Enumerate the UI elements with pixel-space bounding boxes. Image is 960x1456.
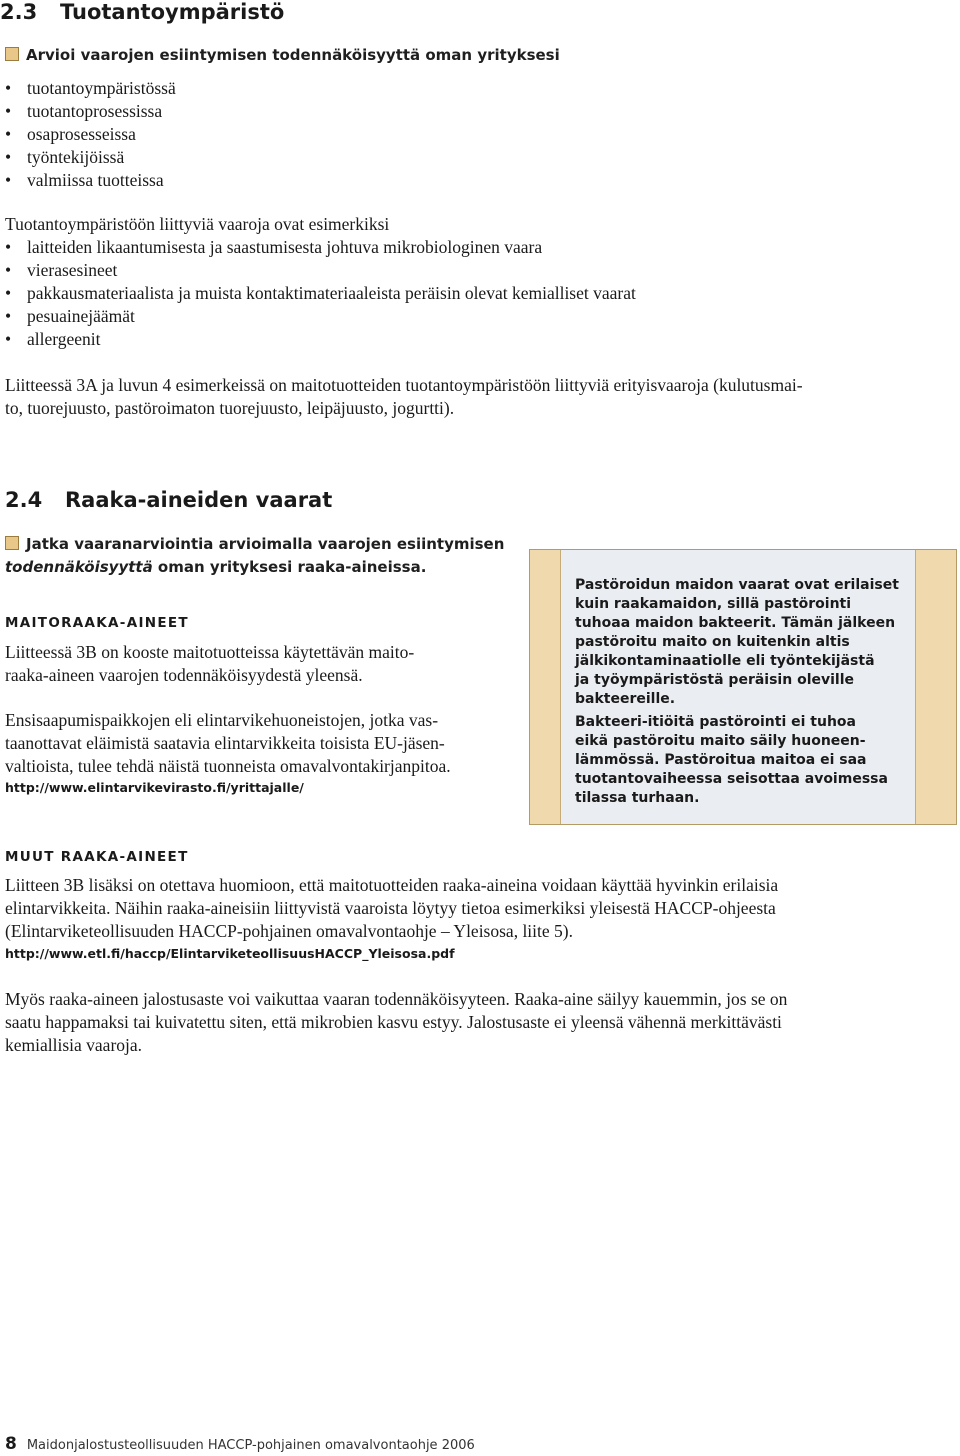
- milk-line-2: raaka-aineen vaarojen todennäköisyydestä yleensä.: [5, 665, 363, 685]
- section-heading-2-3: [0, 0, 284, 24]
- sidebox-left-band: [530, 550, 561, 824]
- section-number: 2.3: [0, 0, 38, 24]
- bullet-icon: •: [5, 306, 12, 326]
- final-line-3: kemiallisia vaaroja.: [5, 1035, 143, 1055]
- bullet-icon: •: [5, 124, 12, 144]
- list-item: • pakkausmateriaalista ja muista kontaktimateriaaleista peräisin olevat kemialliset vaarat: [5, 283, 636, 303]
- entry-line-2: taanottavat eläimistä saatavia elintarvikkeita toisista EU-jäsen-: [5, 733, 445, 753]
- bullet-icon: •: [5, 260, 12, 280]
- instruction-text: Arvioi vaarojen esiintymisen todennäköisyyttä oman yrityksesi: [26, 46, 560, 64]
- list-item: • työntekijöissä: [5, 147, 125, 167]
- milk-line-1: Liitteessä 3B on kooste maitotuotteissa käytettävän maito-: [5, 642, 415, 662]
- entry-line-3: valtioista, tulee tehdä näistä tuonneista omavalvontakirjanpitoa.: [5, 756, 451, 776]
- intro-text: Tuotantoympäristöön liittyviä vaaroja ovat esimerkiksi: [5, 214, 390, 234]
- bullet-icon: •: [5, 147, 12, 167]
- section-title: Tuotantoympäristö: [60, 0, 285, 24]
- link-elintarvikevirasto[interactable]: http://www.elintarvikevirasto.fi/yrittajalle/: [5, 780, 304, 795]
- bullet-icon: •: [5, 170, 12, 190]
- list-item: • osaprosesseissa: [5, 124, 136, 144]
- list-item: • tuotantoprosessissa: [5, 101, 163, 121]
- section-number: 2.4: [5, 488, 43, 512]
- bullet-list-hazards: [5, 236, 636, 351]
- bullet-icon: •: [5, 283, 12, 303]
- bullet-icon: •: [5, 237, 12, 257]
- appendix-3a-line-1: Liitteessä 3A ja luvun 4 esimerkeissä on maitotuotteiden tuotantoympäristöön liittyviä erityisvaaroja (kulutusmai-: [5, 375, 803, 395]
- bullet-icon: •: [5, 329, 12, 349]
- final-line-1: Myös raaka-aineen jalostusaste voi vaikuttaa vaaran todennäköisyyteen. Raaka-aine säilyy kauemmin, jos se on: [5, 989, 788, 1009]
- square-bullet-icon: [5, 47, 19, 61]
- list-item: • pesuainejäämät: [5, 306, 135, 326]
- list-item: • valmiissa tuotteissa: [5, 170, 164, 190]
- square-bullet-icon: [5, 536, 19, 550]
- instruction-2-4-line-2: todennäköisyyttä oman yrityksesi raaka-aineissa.: [5, 558, 427, 576]
- bullet-icon: •: [5, 101, 12, 121]
- footer-title: Maidonjalostusteollisuuden HACCP-pohjainen omavalvontaohje 2006: [26, 1438, 475, 1453]
- list-item: • laitteiden likaantumisesta ja saastumisesta johtuva mikrobiologinen vaara: [5, 237, 543, 257]
- other-line-1: Liitteen 3B lisäksi on otettava huomioon, että maitotuotteiden raaka-aineina voidaan käyttää hyvinkin erilaisia: [5, 875, 779, 895]
- entry-line-1: Ensisaapumispaikkojen eli elintarvikehuoneistojen, jotka vas-: [5, 710, 439, 730]
- section-heading-2-4: [5, 488, 332, 512]
- final-line-2: saatu happamaksi tai kuivatettu siten, että mikrobien kasvu estyy. Jalostusaste ei yleensä vähennä merkittävästi: [5, 1012, 782, 1032]
- other-line-2: elintarvikkeita. Näihin raaka-aineisiin liittyvistä vaaroista löytyy tietoa esimerkiksi yleisestä HACCP-ohjeesta: [5, 898, 776, 918]
- sidebox-right-band: [915, 550, 956, 824]
- page-number: 8: [5, 1434, 17, 1454]
- instruction-2-3: [5, 44, 560, 67]
- info-sidebox: [529, 549, 957, 825]
- bullet-icon: •: [5, 78, 12, 98]
- list-item: • vierasesineet: [5, 260, 118, 280]
- other-line-3: (Elintarviketeollisuuden HACCP-pohjainen omavalvontaohje – Yleisosa, liite 5).: [5, 921, 573, 941]
- bullet-list-locations: [5, 77, 176, 192]
- section-title: Raaka-aineiden vaarat: [65, 488, 333, 512]
- link-etl-haccp[interactable]: http://www.etl.fi/haccp/ElintarviketeollisuusHACCP_Yleisosa.pdf: [5, 946, 455, 961]
- list-item: • tuotantoympäristössä: [5, 78, 176, 98]
- appendix-3a-line-2: to, tuorejuusto, pastöroimaton tuorejuusto, leipäjuusto, jogurtti).: [5, 398, 455, 418]
- list-item: • allergeenit: [5, 329, 101, 349]
- instruction-2-4-line-1: Jatka vaaranarviointia arvioimalla vaarojen esiintymisen: [5, 533, 504, 556]
- page-footer: [5, 1434, 475, 1454]
- sidebox-content: Pastöroidun maidon vaarat ovat erilaiset kuin raakamaidon, sillä pastörointi tuhoaa maidon bakteerit. Tämän jälkeen pastöroitu maito on kuitenkin altis jälkikontaminaatiolle eli työntekijästä ja työympäristöstä peräisin oleville bakteereille. Bakteeri-itiöitä pastörointi ei tuhoa eikä pastöroitu maito säily huoneen- lämmössä. Pastöroitua maitoa ei saa tuotantovaiheessa seisottaa avoimessa tilassa turhaan.: [561, 550, 915, 824]
- subheading-other-raw-materials: MUUT RAAKA-AINEET: [5, 849, 189, 865]
- subheading-milk-raw-materials: MAITORAAKA-AINEET: [5, 615, 189, 631]
